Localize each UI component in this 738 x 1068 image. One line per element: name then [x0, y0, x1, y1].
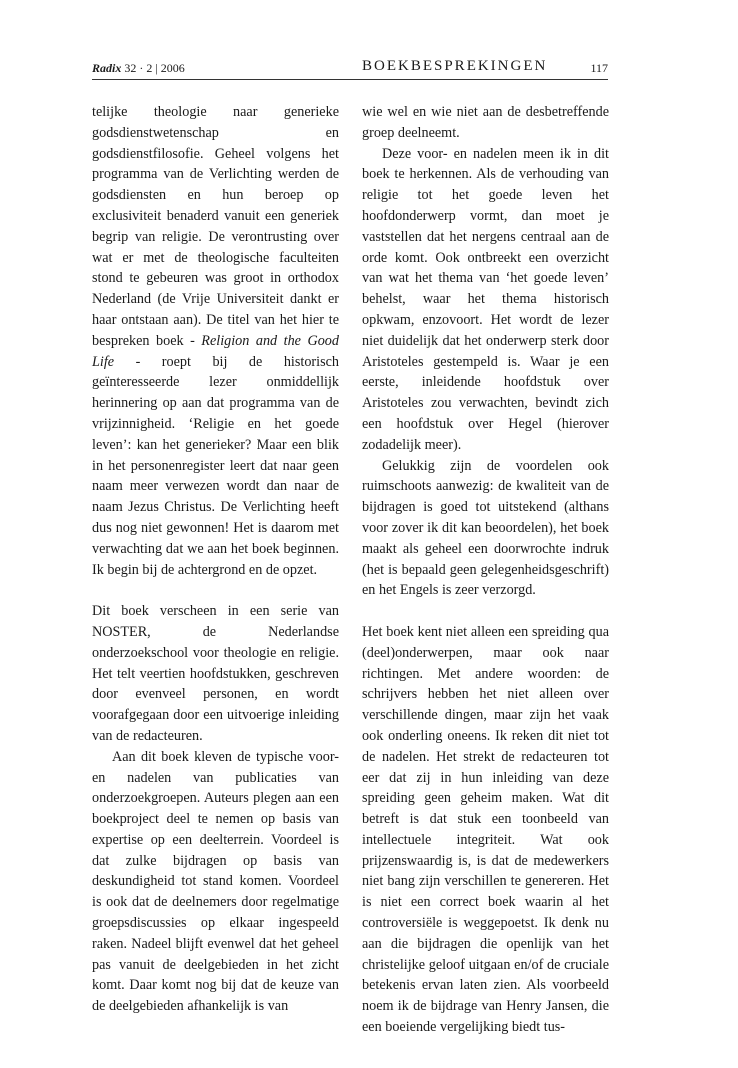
right-column: [362, 102, 609, 1038]
page-number: 117: [590, 61, 608, 75]
journal-citation: [92, 61, 185, 76]
left-column: [92, 102, 339, 1017]
journal-issue: 32 · 2 | 2006: [124, 61, 185, 75]
paragraph: Het boek kent niet alleen een spreiding qua (deel)onderwerpen, maar ook naar richtingen. Met andere woorden: de schrijvers hebben het niet alleen over verschillende dingen, maar zijn het vaak ook onderling oneens. Ik reken dit niet tot de nadelen. Het strekt de redacteuren tot eer dat zij in hun inleiding van deze spreiding geen geheim maken. Wat dit betreft is dat stuk een toonbeeld van intellectuele integriteit. Wat ook prijzenswaardig is, is dat de medewerkers niet bang zijn verschillen te genereren. Het is niet een correct boek waarin al het controversiële is weggepoetst. Ik denk nu aan die bijdragen die openlijk van het christelijke geloof uitgaan en/of de cruciale betekenis ervan laten zien. Als voorbeeld noem ik de bijdrage van Henry Jansen, die een boeiende vergelijking biedt tus-: [362, 623, 609, 1036]
paragraph: Dit boek verscheen in een serie van NOSTER, de Nederlandse onderzoekschool voor theologie en religie. Het telt veertien hoofdstukken, geschreven door evenveel personen, en wordt voorafgegaan door een uitvoerige inleiding van de redacteuren.: [92, 603, 339, 744]
paragraph: [92, 102, 339, 580]
paragraph: Aan dit boek kleven de typische voor- en nadelen van publicaties van onderzoekgroepen. Auteurs plegen aan een boekproject deel te nemen op basis van expertise op een deelterrein. Voordeel is dat zulke bijdragen op basis van deskundigheid tot stand komen. Voordeel is ook dat de deelnemers door regelmatige groepsdiscussies op elkaar ingespeeld raken. Nadeel blijft evenwel dat het geheel pas vanuit de deelgebieden in het zicht komt. Daar komt nog bij dat de keuze van de deelgebieden afhankelijk is van: [92, 748, 339, 1015]
paragraph: wie wel en wie niet aan de desbetreffende groep deelneemt.: [362, 104, 609, 141]
paragraph: Deze voor- en nadelen meen ik in dit boek te herkennen. Als de verhouding van religie tot het goede leven het hoofdonderwerp vormt, dan moet je vaststellen dat het nergens centraal aan de orde komt. Ook ontbreekt een overzicht van wat het thema van ‘het goede leven’ behelst, waar het thema historisch opkwam, enzovoort. Het wordt de lezer niet duidelijk dat het onderwerp sterk door Aristoteles gestempeld is. Waar je een eerste, inleidende hoofdstuk over Aristoteles zou verwachten, bevindt zich een hoofdstuk over Hegel (hierover zodadelijk meer).: [362, 145, 609, 453]
journal-name: Radix: [92, 61, 122, 75]
paragraph-text: - roept bij de historisch geïnteresseerde lezer onmiddellijk herinnering op aan dat programma van de vrijzinnigheid. ‘Religie en het goede leven’: kan het generieker? Maar een blik in het personenregister leert dat naar geen naam meer verwezen wordt dan naar de naam Jezus Christus. De Verlichting heeft dus nog niet gewonnen! Het is daarom met verwachting dat we aan het boek beginnen. Ik begin bij de achtergrond en de opzet.: [92, 353, 339, 578]
running-header: [92, 58, 608, 80]
section-title: BOEKBESPREKINGEN: [362, 58, 548, 74]
paragraph: Gelukkig zijn de voordelen ook ruimschoots aanwezig: de kwaliteit van de bijdragen is goed tot uitstekend (althans voor zover ik dit kan beoordelen), het boek maakt als geheel een doorwrochte indruk (het is bepaald geen gelegenheidsgeschrift) en het Engels is zeer verzorgd.: [362, 457, 609, 599]
book-title: Religion and the Good Life: [92, 332, 339, 370]
paragraph-text: telijke theologie naar generieke godsdienstwetenschap en godsdienstfilosofie. Geheel volgens het programma van de Verlichting werden de godsdiensten en hun beroep op exclusiviteit benaderd vanuit een generiek begrip van religie. De verontrusting over wat er met de theologische faculteiten stond te gebeuren was groot in orthodox Nederland (de Vrije Universiteit dankt er haar ontstaan aan). De titel van het hier te bespreken boek -: [92, 104, 339, 349]
header-rule: [92, 79, 608, 80]
